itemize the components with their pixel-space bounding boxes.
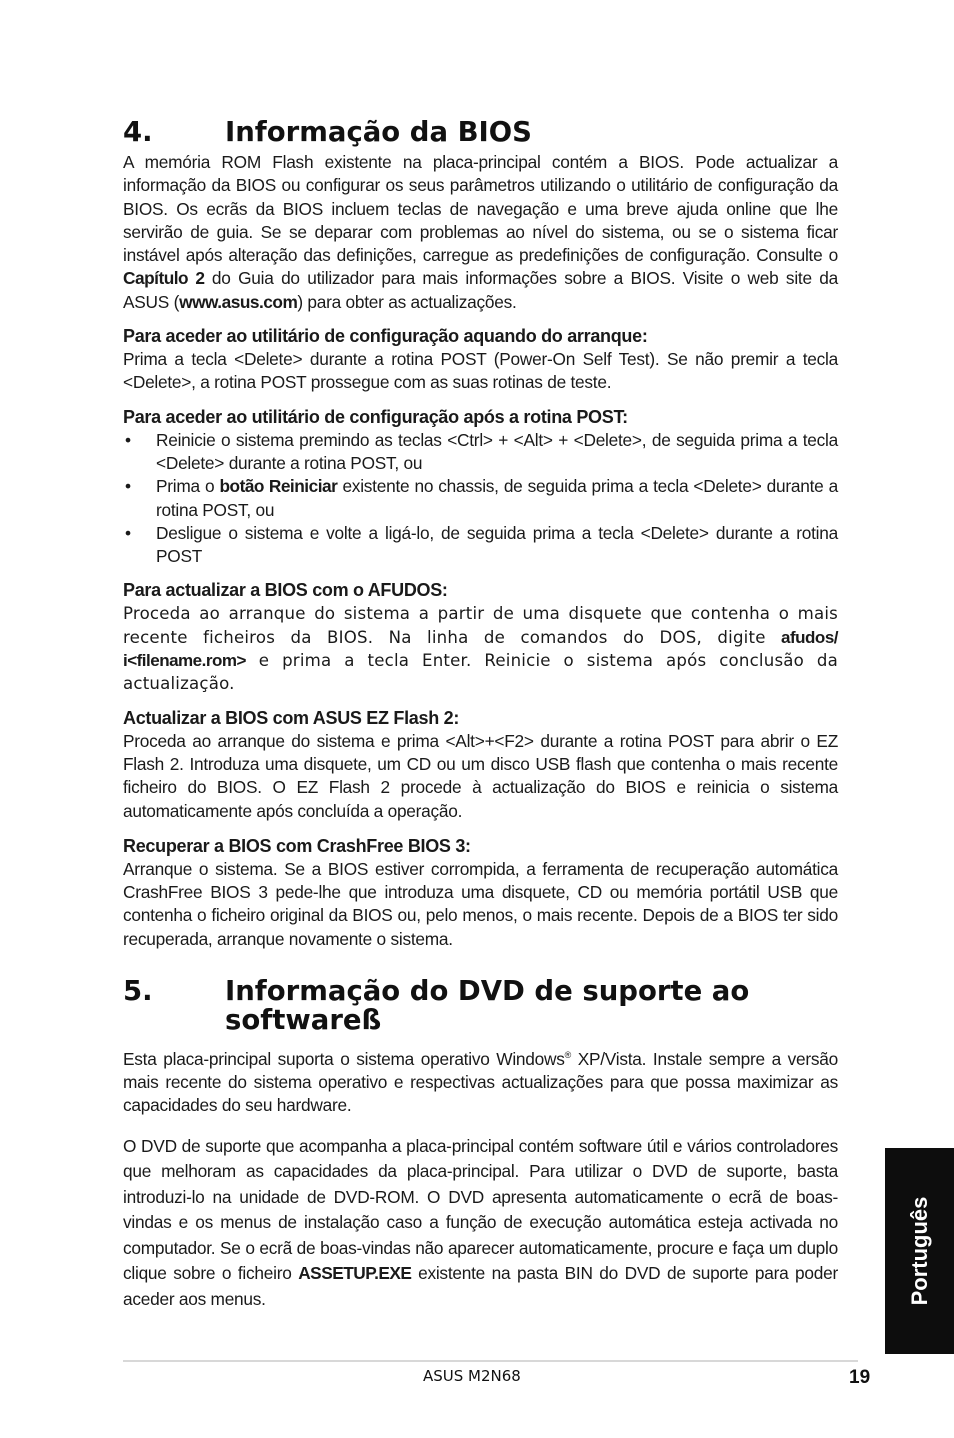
section-number: 4. [123, 116, 153, 148]
language-side-tab [885, 1148, 954, 1354]
section-5-heading [123, 977, 838, 1035]
footer-model-name: ASUS M2N68 [423, 1367, 521, 1385]
list-item [123, 429, 838, 476]
bios-intro-paragraph [123, 151, 838, 314]
dvd-text: Esta placa-principal suporta o sistema operativo Windows [123, 1048, 565, 1069]
page-content [123, 118, 838, 1312]
section-title: Informação do DVD de suporte ao softwareß [225, 975, 750, 1037]
dvd-usage-paragraph [123, 1134, 838, 1313]
section-number: 5. [123, 975, 153, 1008]
intro-text: ) para obter as actualizações. [297, 291, 517, 312]
subsection-text: Prima a tecla <Delete> durante a rotina POST (Power-On Self Test). Se não premir a tecla <Delete>, a rotina POST prossegue com as suas rotinas de teste. [123, 349, 838, 393]
subsection-title: Para aceder ao utilitário de configuração após a rotina POST: [123, 406, 628, 427]
subsection-text [123, 602, 838, 695]
dvd-text: existente na pasta BIN do DVD de suporte para poder aceder aos menus. [123, 1263, 839, 1309]
subsection-title: Recuperar a BIOS com CrashFree BIOS 3: [123, 835, 471, 856]
list-item [123, 475, 838, 522]
list-item-text: Desligue o sistema e volte a ligá-lo, de seguida prima a tecla <Delete> durante a rotina POST [156, 522, 838, 567]
dvd-intro-paragraph [123, 1044, 838, 1118]
subsection-title: Actualizar a BIOS com ASUS EZ Flash 2: [123, 707, 460, 728]
reset-button-term: botão Reiniciar [219, 476, 338, 497]
list-item-text: Prima o [156, 476, 220, 497]
afudos-text: e prima a tecla Enter. Reinicie o sistema após conclusão da actualização. [123, 651, 838, 694]
bullet-icon: • [125, 522, 131, 543]
dvd-text: O DVD de suporte que acompanha a placa-principal contém software útil e vários controladores que melhoram as capacidades da placa-principal. Para utilizar o DVD de suporte, basta introduzi-lo na unidade de DVD-ROM. O DVD apresenta automaticamente o ecrã de boas-vindas e os menus de instalação caso a função de execução automática esteja activada no computador. Se o ecrã de boas-vindas não aparecer automaticamente, procure e faça um duplo clique sobre o ficheiro [123, 1135, 838, 1284]
registered-mark: ® [564, 1050, 572, 1061]
assetup-filename: ASSETUP.EXE [298, 1263, 412, 1284]
footer-divider [123, 1360, 858, 1362]
chapter-reference: Capítulo 2 [123, 268, 205, 289]
subsection-title: Para actualizar a BIOS com o AFUDOS: [123, 580, 448, 601]
bullet-list [123, 429, 838, 569]
subsection-text: Proceda ao arranque do sistema e prima <Alt>+<F2> durante a rotina POST para abrir o EZ Flash 2. Introduza uma disquete, um CD ou um disco USB flash que contenha o mais recente ficheiro do BIOS. O EZ Flash 2 procede à actualização do BIOS e reinicia o sistema automaticamente após concluída a operação. [123, 730, 838, 821]
list-item [123, 522, 838, 569]
section-4-heading [123, 118, 838, 147]
afudos-text: Proceda ao arranque do sistema a partir de uma disquete que contenha o mais recente ficheiros da BIOS. Na linha de comandos do DOS, digite [123, 604, 838, 647]
dvd-text: XP/Vista. Instale sempre a versão mais recente do sistema operativo e respectivas actualizações para que possa maximizar as capacidades do seu hardware. [123, 1048, 838, 1116]
subsection-text: Arranque o sistema. Se a BIOS estiver corrompida, a ferramenta de recuperação automática CrashFree BIOS 3 pede-lhe que introduza uma disquete, CD ou memória portátil USB que contenha o ficheiro original da BIOS ou, pelo menos, o mais recente. Depois de a BIOS ter sido recuperada, arranque novamente o sistema. [123, 858, 838, 949]
list-item-text: Reinicie o sistema premindo as teclas <Ctrl> + <Alt> + <Delete>, de seguida prima a tecla <Delete> durante a rotina POST, ou [156, 429, 838, 473]
asus-website-link[interactable]: www.asus.com [179, 291, 298, 312]
bullet-icon: • [125, 476, 131, 497]
subsection-title: Para aceder ao utilitário de configuração aquando do arranque: [123, 326, 648, 347]
section-title: Informação da BIOS [225, 116, 532, 148]
intro-text: A memória ROM Flash existente na placa-principal contém a BIOS. Pode actualizar a informação da BIOS ou configurar os seus parâmetros utilizando o utilitário de configuração da BIOS. Os ecrãs da BIOS incluem teclas de navegação e uma breve ajuda online que lhe servirão de guia. Se se deparar com problemas ao nível do sistema, ou se o sistema ficar instável após alteração das definições, carregue as predefinições de configuração. Consulte o [123, 152, 838, 266]
page-number: 19 [849, 1367, 871, 1388]
language-label: Português [906, 1196, 932, 1306]
afudos-command: afudos/ i<filename.rom> [123, 627, 838, 671]
bullet-icon: • [125, 429, 131, 450]
list-item-text: existente no chassis, de seguida prima a tecla <Delete> durante a rotina POST, ou [156, 476, 838, 520]
intro-text: do Guia do utilizador para mais informações sobre a BIOS. Visite o web site da ASUS ( [123, 268, 839, 312]
